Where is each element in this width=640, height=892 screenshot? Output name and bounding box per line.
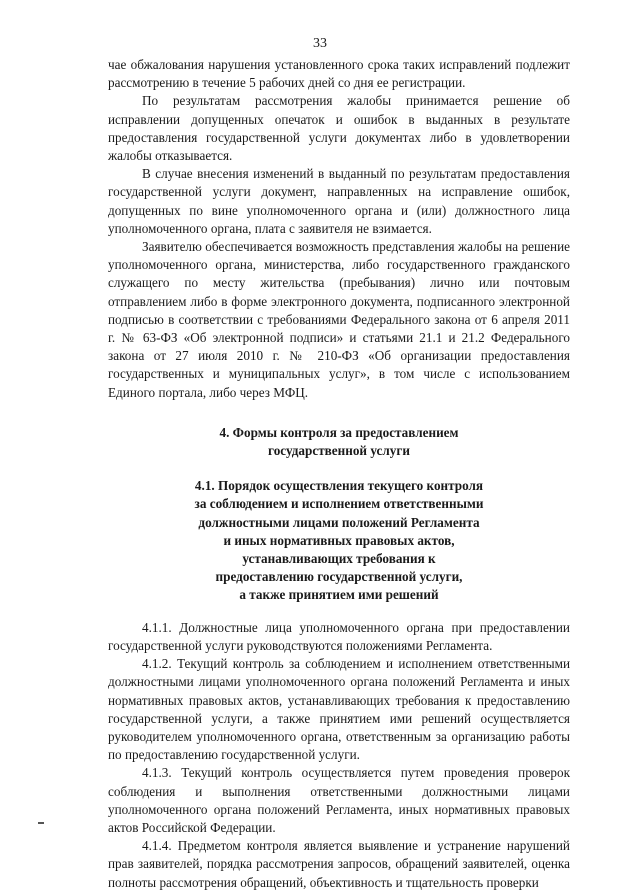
heading-line: должностными лицами положений Регламента	[198, 514, 480, 530]
page-body	[108, 56, 570, 892]
heading-line: 4.1. Порядок осуществления текущего контроля	[194, 478, 484, 494]
heading-line: и иных нормативных правовых актов,	[223, 532, 455, 548]
heading-line: за соблюдением и исполнением ответственными	[194, 496, 484, 512]
heading-line: а также принятием ими решений	[239, 587, 439, 603]
paragraph: 4.1.4. Предметом контроля является выявление и устранение нарушений прав заявителей, порядка рассмотрения запросов, обращений заявителей, оценка полноты рассмотрения обращений, объективность и тщательность проверки	[108, 838, 570, 890]
paragraph: По результатам рассмотрения жалобы принимается решение об исправлении допущенных опечаток и ошибок в выданных в результате предоставления государственной услуги документах либо в удовлетворении жалобы отказывается.	[108, 93, 570, 164]
paragraph: В случае внесения изменений в выданный по результатам предоставления государственной услуги документ, направленных на исправление ошибок, допущенных по вине уполномоченного органа и (или) должностного лица уполномоченного органа, плата с заявителя не взимается.	[108, 166, 570, 236]
section-heading-4-1	[108, 477, 570, 604]
heading-line: государственной услуги	[268, 443, 410, 459]
paragraph: Заявителю обеспечивается возможность представления жалобы на решение уполномоченного органа, министерства, либо государственного гражданского служащего по месту жительства (пребывания) лично или почтовым отправлением либо в форме электронного документа, подписанного электронной подписью в соответствии с требованиями Федерального закона от 6 апреля 2011 г. № 63-ФЗ «Об электронной подписи» и статьями 21.1 и 21.2 Федерального закона от 27 июля 2010 г. № 210-ФЗ «Об организации предоставления государственных и муниципальных услуг», в том числе с использованием Единого портала, либо через МФЦ.	[108, 239, 570, 400]
page-number: 33	[313, 36, 327, 51]
paragraph: 4.1.1. Должностные лица уполномоченного органа при предоставлении государственной услуги руководствуются положениями Регламента.	[108, 619, 570, 653]
heading-line: предоставлению государственной услуги,	[215, 569, 463, 585]
paragraph: чае обжалования нарушения установленного срока таких исправлений подлежит рассмотрению в течение 5 рабочих дней со дня ее регистрации.	[108, 57, 570, 91]
section-heading-4	[108, 424, 570, 460]
paragraph: 4.1.3. Текущий контроль осуществляется путем проведения проверок соблюдения и выполнения ответственными должностными лицами уполномоченного органа положений Регламента, иных нормативных правовых актов Российской Федерации.	[108, 765, 570, 835]
heading-line: 4. Формы контроля за предоставлением	[219, 424, 459, 440]
paragraph: 4.1.2. Текущий контроль за соблюдением и исполнением ответственными должностными лицами уполномоченного органа положений Регламента и иных нормативных правовых актов, устанавливающих требования к предоставлению государственной услуги, а также принятием ими решений осуществляется руководителем уполномоченного органа, ответственным за организацию работы по предоставлению государственной услуги.	[108, 656, 570, 763]
scan-artifact	[38, 822, 44, 824]
heading-line: устанавливающих требования к	[242, 551, 436, 567]
